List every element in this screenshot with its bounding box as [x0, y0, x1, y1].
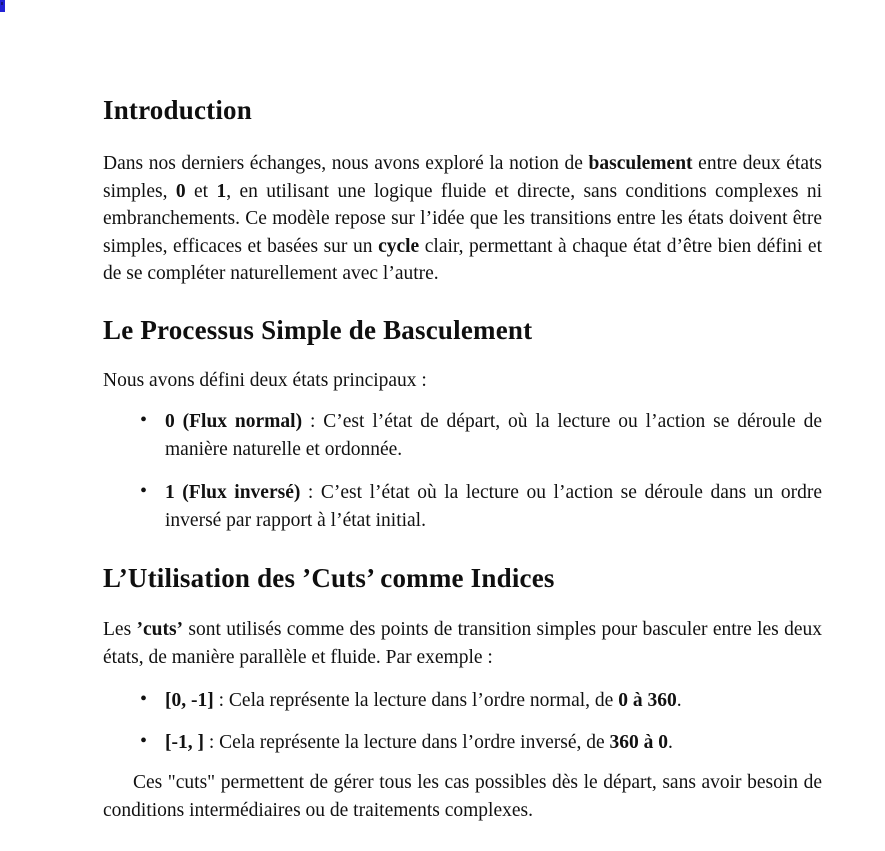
text-run: .	[676, 690, 682, 711]
bullet-icon: •	[140, 729, 148, 752]
text-run: clair, permettant à chaque état d’être bien défini et de se compléter naturellement avec l’autre.	[103, 235, 822, 284]
bold-term-cycle: cycle	[378, 235, 420, 257]
text-run: : Cela représente la lecture dans l’ordre normal, de	[213, 690, 619, 711]
list-item-cut-normal	[103, 687, 822, 715]
closing-paragraph: Ces "cuts" permettent de gérer tous les cas possibles dès le départ, sans avoir besoin de conditions intermédiaires ou de traitements complexes.	[103, 772, 822, 821]
text-run: : C’est l’état de départ, où la lecture ou l’action se déroule de manière naturelle et ordonnée.	[165, 411, 822, 460]
bullet-icon: •	[140, 688, 148, 710]
text-run: : C’est l’état où la lecture ou l’action se déroule dans un ordre inversé par rapport à l’état initial.	[165, 482, 822, 531]
bold-term-zero: 0	[175, 180, 186, 202]
bold-term-cuts: ’cuts’	[136, 619, 184, 640]
cuts-paragraph	[103, 616, 822, 671]
bullet-icon: •	[140, 480, 148, 502]
intro-paragraph	[103, 150, 822, 288]
text-run: entre deux états simples,	[103, 153, 822, 202]
state-term: 1 (Flux inversé)	[165, 482, 301, 503]
text-run: sont utilisés comme des points de transition simples pour basculer entre les deux états, de manière parallèle et fluide. Par exemple :	[103, 619, 823, 668]
text-run: .	[668, 731, 673, 753]
bullet-icon: •	[140, 409, 148, 431]
state-term: 0 (Flux normal)	[165, 411, 303, 432]
process-intro-line: Nous avons défini deux états principaux :	[103, 369, 427, 391]
list-item-flux-normal	[103, 408, 822, 463]
cursor-artifact	[0, 0, 5, 12]
bold-term-basculement: basculement	[588, 153, 693, 174]
section-heading-introduction: Introduction	[103, 95, 252, 125]
section-heading-cuts: L’Utilisation des ’Cuts’ comme Indices	[103, 563, 555, 593]
text-run: : Cela représente la lecture dans l’ordre inversé, de	[203, 731, 610, 753]
cut-term: [-1, ]	[165, 731, 204, 753]
list-item-cut-inverse	[103, 729, 822, 757]
text-run: , en utilisant une logique fluide et directe, sans conditions complexes ni embranchements. Ce modèle repose sur l’idée que les transitions entre les états doivent être simples, efficaces et basées sur un	[103, 180, 822, 257]
list-item-flux-inverse	[103, 479, 822, 534]
cuts-list	[103, 687, 822, 756]
bold-term-one: 1	[216, 180, 227, 202]
text-run: Les	[103, 619, 137, 640]
text-run: Dans nos derniers échanges, nous avons exploré la notion de	[103, 153, 589, 174]
states-list	[103, 408, 822, 534]
text-run: et	[185, 180, 217, 202]
section-heading-processus: Le Processus Simple de Basculement	[103, 314, 533, 345]
bold-range: 360 à 0	[609, 731, 669, 753]
cut-term: [0, -1]	[165, 690, 214, 711]
bold-range: 0 à 360	[618, 690, 677, 711]
